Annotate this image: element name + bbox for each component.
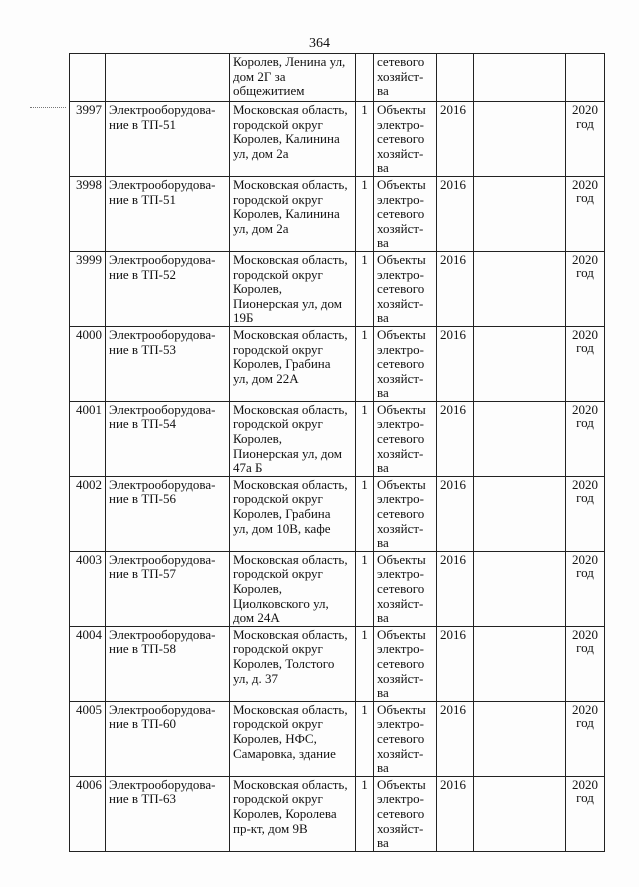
cell-address — [230, 102, 356, 177]
name-line: ние в ТП-60 — [109, 716, 176, 732]
address-line: городской округ — [233, 641, 323, 657]
address-line: Московская область, — [233, 476, 348, 492]
end-year-line: 2020 — [572, 326, 598, 342]
type-line: Объекты — [377, 626, 426, 642]
cell-number: 4000 — [70, 326, 106, 401]
cell-blank — [474, 102, 566, 177]
end-year-line: 2020 — [572, 701, 598, 717]
address-line: городской округ — [233, 341, 323, 357]
cell-year: 2016 — [437, 176, 474, 251]
type-line: сетевого — [377, 730, 425, 746]
address-line: Самаровка, здание — [233, 745, 336, 761]
name-line: ние в ТП-53 — [109, 341, 176, 357]
cell-end-year — [566, 54, 605, 102]
cell-type — [374, 476, 437, 551]
end-year-line: 2020 — [572, 476, 598, 492]
cell-type — [374, 102, 437, 177]
name-line: Электрооборудова- — [109, 102, 216, 117]
type-line: сетевого — [377, 206, 425, 222]
address-line: Московская область, — [233, 251, 348, 267]
cell-end-year — [566, 401, 605, 476]
address-line: Пионерская ул, дом — [233, 295, 342, 311]
type-line: сетевого — [377, 506, 425, 522]
cell-number: 4004 — [70, 626, 106, 701]
address-line: общежитием — [233, 83, 305, 99]
address-line: городской округ — [233, 716, 323, 732]
table-row — [70, 326, 605, 401]
cell-name — [106, 701, 230, 776]
cell-year: 2016 — [437, 626, 474, 701]
address-line: дом 24А — [233, 610, 280, 626]
cell-address — [230, 551, 356, 626]
cell-end-year — [566, 701, 605, 776]
table-row — [70, 176, 605, 251]
cell-address — [230, 401, 356, 476]
end-year-line: год — [576, 265, 594, 281]
type-line: хозяйст- — [377, 370, 424, 386]
cell-type — [374, 176, 437, 251]
type-line: ва — [377, 835, 389, 851]
type-line: хозяйст- — [377, 68, 424, 84]
address-line: Королев, — [233, 281, 282, 297]
cell-type — [374, 776, 437, 851]
type-line: Объекты — [377, 551, 426, 567]
address-line: Королев, Калинина — [233, 131, 340, 147]
end-year-line: год — [576, 415, 594, 431]
type-line: электро- — [377, 641, 424, 657]
cell-type — [374, 54, 437, 102]
cell-address — [230, 701, 356, 776]
name-line: ние в ТП-58 — [109, 641, 176, 657]
name-line: ние в ТП-56 — [109, 491, 176, 507]
address-line: Королев, Королева — [233, 805, 337, 821]
address-line: ул, д. 37 — [233, 670, 279, 686]
registry-table — [69, 53, 605, 852]
name-line: ние в ТП-52 — [109, 266, 176, 282]
cell-year: 2016 — [437, 326, 474, 401]
type-line: хозяйст- — [377, 520, 424, 536]
cell-address — [230, 626, 356, 701]
cell-blank — [474, 626, 566, 701]
scan-artifact — [30, 107, 66, 108]
end-year-line: год — [576, 115, 594, 131]
table-row — [70, 701, 605, 776]
cell-quantity: 1 — [356, 551, 374, 626]
name-line: Электрооборудова- — [109, 326, 216, 342]
cell-type — [374, 626, 437, 701]
name-line: Электрооборудова- — [109, 251, 216, 267]
cell-year: 2016 — [437, 251, 474, 326]
type-line: сетевого — [377, 131, 425, 147]
cell-number: 4003 — [70, 551, 106, 626]
cell-name — [106, 626, 230, 701]
cell-blank — [474, 251, 566, 326]
cell-end-year — [566, 476, 605, 551]
cell-end-year — [566, 551, 605, 626]
end-year-line: год — [576, 640, 594, 656]
name-line: ние в ТП-54 — [109, 416, 176, 432]
end-year-line: год — [576, 790, 594, 806]
address-line: городской округ — [233, 566, 323, 582]
address-line: Королев, — [233, 431, 282, 447]
cell-type — [374, 401, 437, 476]
type-line: сетевого — [377, 431, 425, 447]
type-line: ва — [377, 460, 389, 476]
cell-quantity: 1 — [356, 701, 374, 776]
type-line: хозяйст- — [377, 295, 424, 311]
type-line: ва — [377, 310, 389, 326]
type-line: ва — [377, 385, 389, 401]
cell-quantity — [356, 54, 374, 102]
type-line: Объекты — [377, 326, 426, 342]
address-line: ул, дом 2а — [233, 220, 289, 236]
address-line: Королев, Ленина ул, — [233, 54, 346, 69]
type-line: Объекты — [377, 776, 426, 792]
address-line: Королев, Толстого — [233, 655, 335, 671]
cell-type — [374, 551, 437, 626]
name-line: Электрооборудова- — [109, 401, 216, 417]
cell-blank — [474, 176, 566, 251]
cell-quantity: 1 — [356, 476, 374, 551]
address-line: Московская область, — [233, 626, 348, 642]
address-line: Московская область, — [233, 326, 348, 342]
table-row — [70, 401, 605, 476]
cell-blank — [474, 326, 566, 401]
type-line: хозяйст- — [377, 670, 424, 686]
type-line: хозяйст- — [377, 145, 424, 161]
address-line: городской округ — [233, 491, 323, 507]
type-line: электро- — [377, 491, 424, 507]
type-line: электро- — [377, 341, 424, 357]
end-year-line: 2020 — [572, 102, 598, 117]
type-line: сетевого — [377, 281, 425, 297]
cell-number: 3998 — [70, 176, 106, 251]
end-year-line: 2020 — [572, 176, 598, 192]
cell-address — [230, 251, 356, 326]
name-line: ние в ТП-51 — [109, 191, 176, 207]
cell-end-year — [566, 176, 605, 251]
name-line: ние в ТП-57 — [109, 566, 176, 582]
type-line: ва — [377, 610, 389, 626]
name-line: Электрооборудова- — [109, 551, 216, 567]
table-row — [70, 626, 605, 701]
cell-blank — [474, 401, 566, 476]
cell-quantity: 1 — [356, 326, 374, 401]
address-line: городской округ — [233, 116, 323, 132]
end-year-line: год — [576, 340, 594, 356]
type-line: сетевого — [377, 356, 425, 372]
cell-year: 2016 — [437, 102, 474, 177]
cell-year: 2016 — [437, 776, 474, 851]
type-line: ва — [377, 235, 389, 251]
address-line: Пионерская ул, дом — [233, 445, 342, 461]
name-line: Электрооборудова- — [109, 176, 216, 192]
address-line: Московская область, — [233, 401, 348, 417]
cell-number: 4002 — [70, 476, 106, 551]
cell-name — [106, 176, 230, 251]
type-line: ва — [377, 535, 389, 551]
table-row-partial — [70, 54, 605, 102]
address-line: Королев, — [233, 581, 282, 596]
address-line: Королев, Грабина — [233, 506, 331, 522]
cell-blank — [474, 476, 566, 551]
address-line: городской округ — [233, 266, 323, 282]
type-line: хозяйст- — [377, 595, 424, 611]
cell-type — [374, 251, 437, 326]
address-line: городской округ — [233, 416, 323, 432]
cell-quantity: 1 — [356, 251, 374, 326]
table-row — [70, 776, 605, 851]
type-line: сетевого — [377, 54, 425, 69]
address-line: ул, дом 10В, кафе — [233, 520, 331, 536]
address-line: Московская область, — [233, 776, 348, 792]
cell-blank — [474, 701, 566, 776]
address-line: Королев, Грабина — [233, 356, 331, 372]
end-year-line: год — [576, 565, 594, 581]
cell-number: 4005 — [70, 701, 106, 776]
type-line: Объекты — [377, 102, 426, 117]
cell-address — [230, 326, 356, 401]
end-year-line: 2020 — [572, 626, 598, 642]
cell-number: 3999 — [70, 251, 106, 326]
table-row — [70, 102, 605, 177]
cell-blank — [474, 776, 566, 851]
name-line: ние в ТП-51 — [109, 116, 176, 132]
cell-type — [374, 326, 437, 401]
cell-name — [106, 54, 230, 102]
cell-blank — [474, 551, 566, 626]
end-year-line: год — [576, 190, 594, 206]
table-row — [70, 476, 605, 551]
type-line: Объекты — [377, 701, 426, 717]
type-line: ва — [377, 685, 389, 701]
end-year-line: 2020 — [572, 776, 598, 792]
type-line: электро- — [377, 566, 424, 582]
type-line: хозяйст- — [377, 445, 424, 461]
cell-end-year — [566, 626, 605, 701]
end-year-line: год — [576, 490, 594, 506]
address-line: пр-кт, дом 9В — [233, 820, 308, 836]
type-line: ва — [377, 160, 389, 176]
name-line: ние в ТП-63 — [109, 791, 176, 807]
type-line: сетевого — [377, 805, 425, 821]
cell-address — [230, 476, 356, 551]
type-line: хозяйст- — [377, 820, 424, 836]
cell-end-year — [566, 776, 605, 851]
address-line: ул, дом 22А — [233, 370, 299, 386]
address-line: Циолковского ул, — [233, 595, 329, 611]
cell-year: 2016 — [437, 476, 474, 551]
address-line: Московская область, — [233, 551, 348, 567]
address-line: городской округ — [233, 791, 323, 807]
cell-name — [106, 776, 230, 851]
name-line: Электрооборудова- — [109, 626, 216, 642]
address-line: Королев, Калинина — [233, 206, 340, 222]
cell-number: 3997 — [70, 102, 106, 177]
type-line: сетевого — [377, 581, 425, 596]
cell-end-year — [566, 102, 605, 177]
cell-year: 2016 — [437, 701, 474, 776]
type-line: ва — [377, 83, 389, 99]
address-line: ул, дом 2а — [233, 145, 289, 161]
cell-number — [70, 54, 106, 102]
cell-name — [106, 326, 230, 401]
table-row — [70, 251, 605, 326]
type-line: Объекты — [377, 251, 426, 267]
end-year-line: 2020 — [572, 401, 598, 417]
type-line: электро- — [377, 716, 424, 732]
address-line: 19Б — [233, 310, 254, 326]
cell-name — [106, 102, 230, 177]
address-line: Королев, НФС, — [233, 730, 317, 746]
cell-address — [230, 776, 356, 851]
type-line: Объекты — [377, 176, 426, 192]
address-line: Московская область, — [233, 102, 348, 117]
cell-quantity: 1 — [356, 776, 374, 851]
cell-year: 2016 — [437, 401, 474, 476]
end-year-line: 2020 — [572, 251, 598, 267]
table-row — [70, 551, 605, 626]
address-line: 47а Б — [233, 460, 263, 476]
cell-quantity: 1 — [356, 102, 374, 177]
address-line: дом 2Г за — [233, 68, 286, 84]
type-line: хозяйст- — [377, 745, 424, 761]
type-line: Объекты — [377, 476, 426, 492]
name-line: Электрооборудова- — [109, 701, 216, 717]
cell-year: 2016 — [437, 551, 474, 626]
cell-type — [374, 701, 437, 776]
end-year-line: год — [576, 715, 594, 731]
cell-quantity: 1 — [356, 626, 374, 701]
name-line: Электрооборудова- — [109, 476, 216, 492]
cell-number: 4001 — [70, 401, 106, 476]
type-line: электро- — [377, 416, 424, 432]
page-number: 364 — [309, 36, 330, 51]
type-line: электро- — [377, 191, 424, 207]
address-line: городской округ — [233, 191, 323, 207]
cell-name — [106, 476, 230, 551]
cell-quantity: 1 — [356, 176, 374, 251]
type-line: электро- — [377, 791, 424, 807]
cell-number: 4006 — [70, 776, 106, 851]
type-line: хозяйст- — [377, 220, 424, 236]
cell-end-year — [566, 326, 605, 401]
end-year-line: 2020 — [572, 551, 598, 567]
type-line: ва — [377, 760, 389, 776]
name-line: Электрооборудова- — [109, 776, 216, 792]
cell-year — [437, 54, 474, 102]
cell-name — [106, 401, 230, 476]
cell-blank — [474, 54, 566, 102]
cell-quantity: 1 — [356, 401, 374, 476]
cell-address — [230, 176, 356, 251]
type-line: электро- — [377, 116, 424, 132]
address-line: Московская область, — [233, 176, 348, 192]
cell-end-year — [566, 251, 605, 326]
type-line: Объекты — [377, 401, 426, 417]
cell-name — [106, 551, 230, 626]
cell-address — [230, 54, 356, 102]
type-line: сетевого — [377, 655, 425, 671]
type-line: электро- — [377, 266, 424, 282]
address-line: Московская область, — [233, 701, 348, 717]
cell-name — [106, 251, 230, 326]
